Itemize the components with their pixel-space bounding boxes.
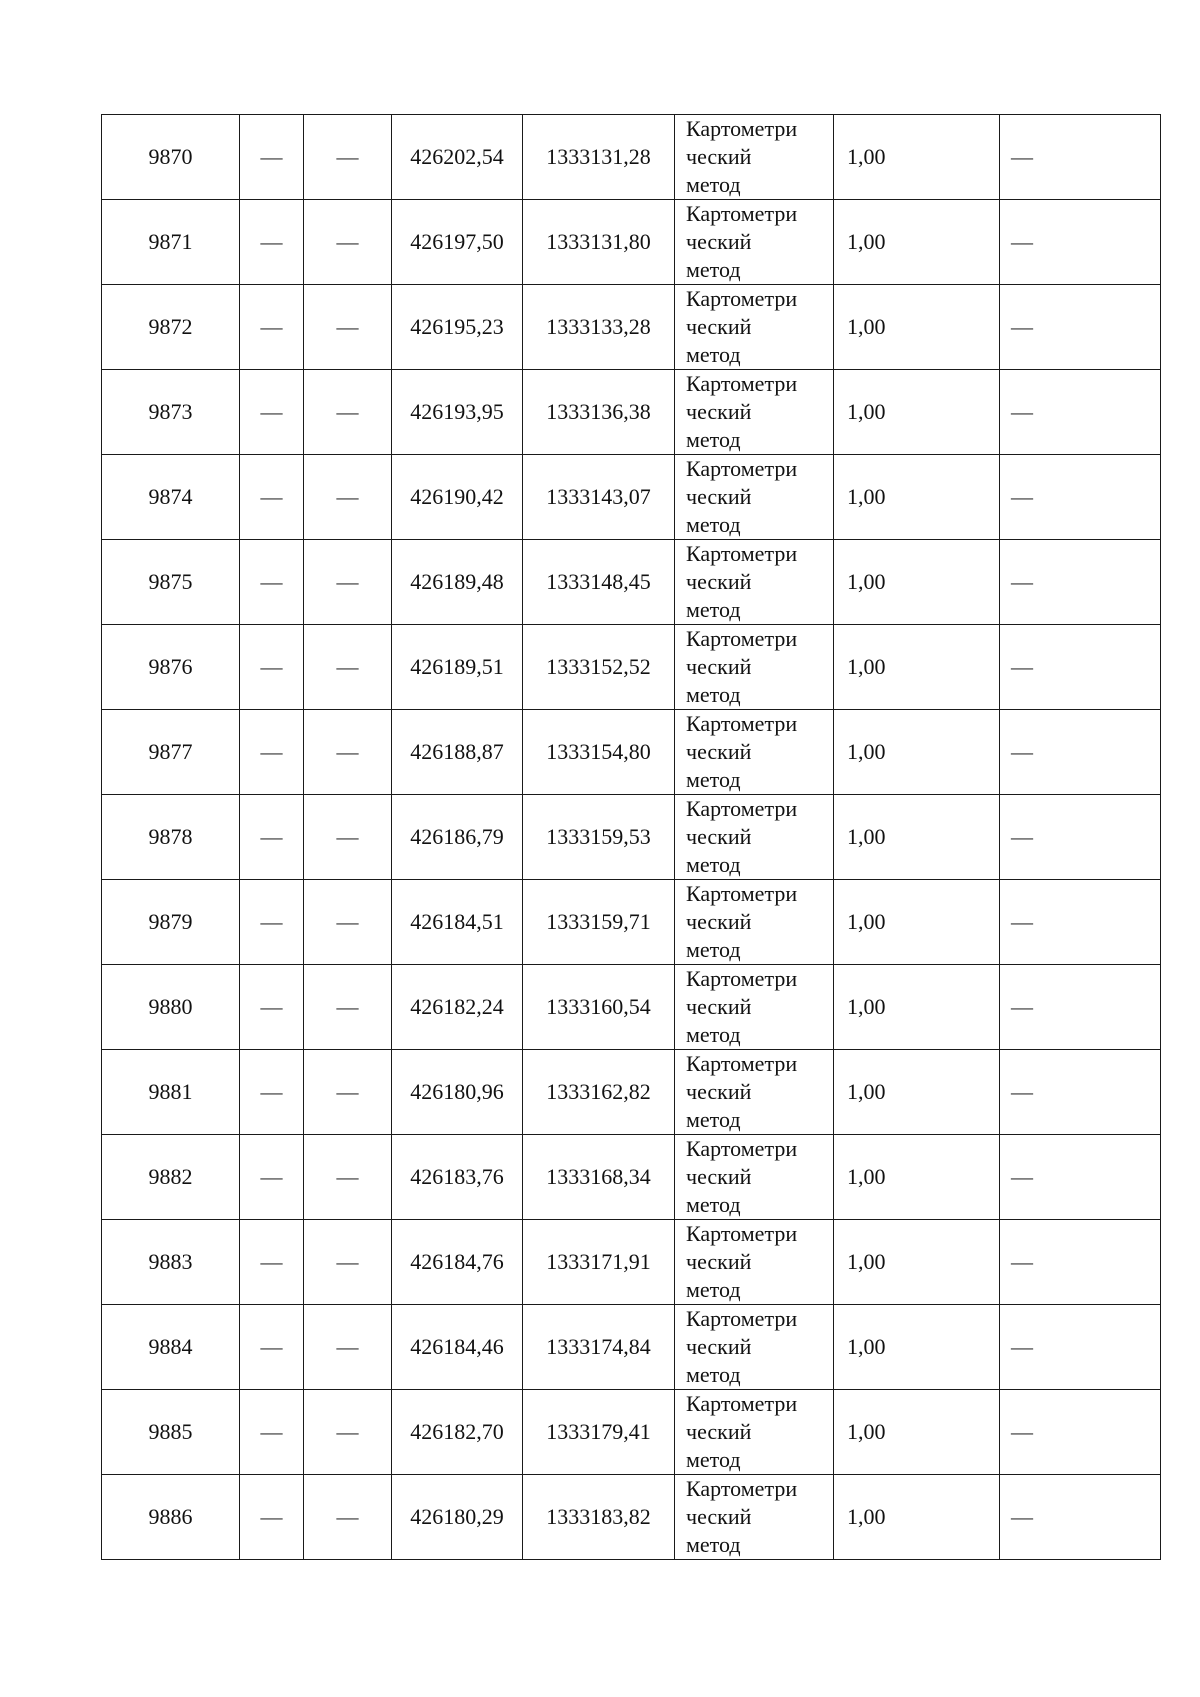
empty-cell: —: [240, 540, 304, 625]
empty-cell: —: [304, 965, 392, 1050]
empty-cell: —: [240, 370, 304, 455]
method-text-line: метод: [686, 427, 741, 452]
empty-cell: —: [240, 625, 304, 710]
table-row: [102, 710, 1161, 795]
x-coordinate-cell: 426190,42: [392, 455, 523, 540]
method-text-line: Картометри: [686, 456, 798, 481]
method-text-line: ческий: [686, 824, 752, 849]
method-text-line: Картометри: [686, 1391, 798, 1416]
x-coordinate-cell: 426184,51: [392, 880, 523, 965]
accuracy-cell: 1,00: [834, 115, 1000, 200]
point-number-cell: 9878: [102, 795, 240, 880]
method-cell: [675, 1220, 834, 1305]
y-coordinate-cell: 1333174,84: [523, 1305, 675, 1390]
point-number-cell: 9886: [102, 1475, 240, 1560]
method-text-line: метод: [686, 852, 741, 877]
y-coordinate-cell: 1333152,52: [523, 625, 675, 710]
method-text-line: Картометри: [686, 541, 798, 566]
accuracy-cell: 1,00: [834, 370, 1000, 455]
empty-cell: —: [240, 1390, 304, 1475]
method-text-line: ческий: [686, 654, 752, 679]
empty-cell: —: [1000, 115, 1161, 200]
point-number-cell: 9872: [102, 285, 240, 370]
coordinates-table: [101, 114, 1161, 1560]
point-number-cell: 9876: [102, 625, 240, 710]
method-cell: [675, 1390, 834, 1475]
empty-cell: —: [1000, 965, 1161, 1050]
x-coordinate-cell: 426202,54: [392, 115, 523, 200]
empty-cell: —: [304, 370, 392, 455]
y-coordinate-cell: 1333183,82: [523, 1475, 675, 1560]
y-coordinate-cell: 1333143,07: [523, 455, 675, 540]
accuracy-cell: 1,00: [834, 1390, 1000, 1475]
method-cell: [675, 1305, 834, 1390]
method-text-line: ческий: [686, 1164, 752, 1189]
accuracy-cell: 1,00: [834, 1220, 1000, 1305]
y-coordinate-cell: 1333159,71: [523, 880, 675, 965]
method-text-line: Картометри: [686, 966, 798, 991]
method-text-line: метод: [686, 1192, 741, 1217]
method-text-line: Картометри: [686, 796, 798, 821]
method-cell: [675, 1475, 834, 1560]
x-coordinate-cell: 426197,50: [392, 200, 523, 285]
y-coordinate-cell: 1333171,91: [523, 1220, 675, 1305]
accuracy-cell: 1,00: [834, 540, 1000, 625]
empty-cell: —: [240, 1305, 304, 1390]
y-coordinate-cell: 1333148,45: [523, 540, 675, 625]
method-text-line: ческий: [686, 909, 752, 934]
empty-cell: —: [240, 710, 304, 795]
accuracy-cell: 1,00: [834, 1475, 1000, 1560]
empty-cell: —: [304, 795, 392, 880]
method-cell: [675, 880, 834, 965]
empty-cell: —: [1000, 540, 1161, 625]
accuracy-cell: 1,00: [834, 200, 1000, 285]
empty-cell: —: [304, 1305, 392, 1390]
x-coordinate-cell: 426180,96: [392, 1050, 523, 1135]
table-row: [102, 795, 1161, 880]
point-number-cell: 9879: [102, 880, 240, 965]
method-text-line: метод: [686, 172, 741, 197]
x-coordinate-cell: 426180,29: [392, 1475, 523, 1560]
y-coordinate-cell: 1333179,41: [523, 1390, 675, 1475]
point-number-cell: 9875: [102, 540, 240, 625]
x-coordinate-cell: 426188,87: [392, 710, 523, 795]
table-row: [102, 200, 1161, 285]
table-row: [102, 115, 1161, 200]
empty-cell: —: [240, 1475, 304, 1560]
table-row: [102, 965, 1161, 1050]
accuracy-cell: 1,00: [834, 285, 1000, 370]
empty-cell: —: [240, 200, 304, 285]
method-text-line: Картометри: [686, 1476, 798, 1501]
method-text-line: ческий: [686, 1334, 752, 1359]
y-coordinate-cell: 1333136,38: [523, 370, 675, 455]
table-row: [102, 1050, 1161, 1135]
empty-cell: —: [240, 880, 304, 965]
method-text-line: Картометри: [686, 371, 798, 396]
empty-cell: —: [240, 115, 304, 200]
empty-cell: —: [304, 285, 392, 370]
point-number-cell: 9870: [102, 115, 240, 200]
empty-cell: —: [1000, 455, 1161, 540]
x-coordinate-cell: 426189,48: [392, 540, 523, 625]
method-cell: [675, 1050, 834, 1135]
empty-cell: —: [1000, 1475, 1161, 1560]
empty-cell: —: [240, 285, 304, 370]
method-cell: [675, 965, 834, 1050]
table-row: [102, 1135, 1161, 1220]
empty-cell: —: [1000, 795, 1161, 880]
y-coordinate-cell: 1333131,28: [523, 115, 675, 200]
x-coordinate-cell: 426182,70: [392, 1390, 523, 1475]
table-row: [102, 625, 1161, 710]
method-text-line: Картометри: [686, 116, 798, 141]
method-cell: [675, 285, 834, 370]
empty-cell: —: [304, 200, 392, 285]
empty-cell: —: [304, 625, 392, 710]
method-cell: [675, 455, 834, 540]
point-number-cell: 9874: [102, 455, 240, 540]
method-cell: [675, 115, 834, 200]
x-coordinate-cell: 426189,51: [392, 625, 523, 710]
method-text-line: Картометри: [686, 711, 798, 736]
method-text-line: Картометри: [686, 1221, 798, 1246]
empty-cell: —: [304, 540, 392, 625]
table-row: [102, 880, 1161, 965]
table-row: [102, 1305, 1161, 1390]
point-number-cell: 9881: [102, 1050, 240, 1135]
table-row: [102, 1390, 1161, 1475]
method-text-line: метод: [686, 1447, 741, 1472]
x-coordinate-cell: 426183,76: [392, 1135, 523, 1220]
accuracy-cell: 1,00: [834, 1135, 1000, 1220]
table-row: [102, 285, 1161, 370]
x-coordinate-cell: 426184,46: [392, 1305, 523, 1390]
accuracy-cell: 1,00: [834, 965, 1000, 1050]
empty-cell: —: [304, 455, 392, 540]
method-text-line: Картометри: [686, 201, 798, 226]
method-text-line: ческий: [686, 314, 752, 339]
method-cell: [675, 540, 834, 625]
accuracy-cell: 1,00: [834, 1050, 1000, 1135]
empty-cell: —: [1000, 625, 1161, 710]
x-coordinate-cell: 426182,24: [392, 965, 523, 1050]
y-coordinate-cell: 1333131,80: [523, 200, 675, 285]
empty-cell: —: [1000, 200, 1161, 285]
accuracy-cell: 1,00: [834, 795, 1000, 880]
accuracy-cell: 1,00: [834, 625, 1000, 710]
empty-cell: —: [304, 1135, 392, 1220]
empty-cell: —: [1000, 285, 1161, 370]
point-number-cell: 9885: [102, 1390, 240, 1475]
x-coordinate-cell: 426186,79: [392, 795, 523, 880]
method-text-line: метод: [686, 937, 741, 962]
table-row: [102, 540, 1161, 625]
method-text-line: метод: [686, 682, 741, 707]
method-text-line: метод: [686, 1532, 741, 1557]
method-text-line: ческий: [686, 994, 752, 1019]
empty-cell: —: [304, 115, 392, 200]
table-body: [102, 115, 1161, 1560]
method-cell: [675, 710, 834, 795]
empty-cell: —: [1000, 1220, 1161, 1305]
method-text-line: ческий: [686, 144, 752, 169]
method-text-line: метод: [686, 1277, 741, 1302]
method-text-line: ческий: [686, 1504, 752, 1529]
accuracy-cell: 1,00: [834, 1305, 1000, 1390]
table-row: [102, 370, 1161, 455]
method-text-line: ческий: [686, 1079, 752, 1104]
method-cell: [675, 625, 834, 710]
method-text-line: ческий: [686, 569, 752, 594]
empty-cell: —: [240, 795, 304, 880]
empty-cell: —: [240, 455, 304, 540]
point-number-cell: 9882: [102, 1135, 240, 1220]
method-text-line: метод: [686, 512, 741, 537]
method-text-line: ческий: [686, 739, 752, 764]
x-coordinate-cell: 426193,95: [392, 370, 523, 455]
y-coordinate-cell: 1333168,34: [523, 1135, 675, 1220]
point-number-cell: 9880: [102, 965, 240, 1050]
method-text-line: ческий: [686, 399, 752, 424]
method-text-line: Картометри: [686, 1051, 798, 1076]
y-coordinate-cell: 1333162,82: [523, 1050, 675, 1135]
empty-cell: —: [304, 880, 392, 965]
x-coordinate-cell: 426195,23: [392, 285, 523, 370]
empty-cell: —: [1000, 1390, 1161, 1475]
method-text-line: Картометри: [686, 1136, 798, 1161]
table-row: [102, 455, 1161, 540]
method-text-line: ческий: [686, 1419, 752, 1444]
method-text-line: Картометри: [686, 286, 798, 311]
empty-cell: —: [304, 710, 392, 795]
point-number-cell: 9877: [102, 710, 240, 795]
point-number-cell: 9871: [102, 200, 240, 285]
table-row: [102, 1220, 1161, 1305]
accuracy-cell: 1,00: [834, 880, 1000, 965]
empty-cell: —: [304, 1390, 392, 1475]
y-coordinate-cell: 1333160,54: [523, 965, 675, 1050]
empty-cell: —: [240, 1135, 304, 1220]
empty-cell: —: [1000, 1305, 1161, 1390]
empty-cell: —: [240, 1220, 304, 1305]
method-text-line: метод: [686, 1362, 741, 1387]
empty-cell: —: [1000, 370, 1161, 455]
y-coordinate-cell: 1333159,53: [523, 795, 675, 880]
method-text-line: ческий: [686, 1249, 752, 1274]
y-coordinate-cell: 1333154,80: [523, 710, 675, 795]
empty-cell: —: [240, 1050, 304, 1135]
x-coordinate-cell: 426184,76: [392, 1220, 523, 1305]
method-cell: [675, 1135, 834, 1220]
method-text-line: метод: [686, 1107, 741, 1132]
point-number-cell: 9883: [102, 1220, 240, 1305]
empty-cell: —: [240, 965, 304, 1050]
method-text-line: ческий: [686, 484, 752, 509]
empty-cell: —: [1000, 880, 1161, 965]
method-text-line: метод: [686, 257, 741, 282]
method-cell: [675, 795, 834, 880]
method-cell: [675, 370, 834, 455]
point-number-cell: 9873: [102, 370, 240, 455]
empty-cell: —: [304, 1475, 392, 1560]
method-text-line: ческий: [686, 229, 752, 254]
accuracy-cell: 1,00: [834, 455, 1000, 540]
method-text-line: метод: [686, 597, 741, 622]
empty-cell: —: [1000, 1050, 1161, 1135]
method-text-line: метод: [686, 1022, 741, 1047]
accuracy-cell: 1,00: [834, 710, 1000, 795]
table-row: [102, 1475, 1161, 1560]
method-text-line: метод: [686, 342, 741, 367]
empty-cell: —: [1000, 710, 1161, 795]
empty-cell: —: [1000, 1135, 1161, 1220]
method-cell: [675, 200, 834, 285]
empty-cell: —: [304, 1050, 392, 1135]
method-text-line: Картометри: [686, 881, 798, 906]
empty-cell: —: [304, 1220, 392, 1305]
y-coordinate-cell: 1333133,28: [523, 285, 675, 370]
method-text-line: Картометри: [686, 1306, 798, 1331]
point-number-cell: 9884: [102, 1305, 240, 1390]
method-text-line: Картометри: [686, 626, 798, 651]
method-text-line: метод: [686, 767, 741, 792]
